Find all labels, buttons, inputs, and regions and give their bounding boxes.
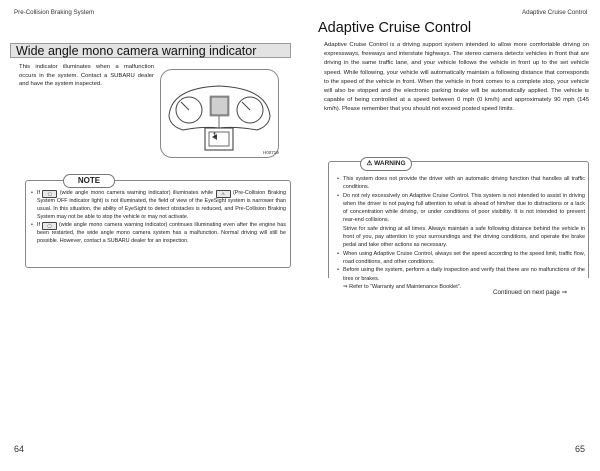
section-title: Wide angle mono camera warning indicator: [10, 43, 291, 58]
note-item-text: If: [37, 221, 40, 228]
camera-warning-icon: ◯: [42, 190, 57, 198]
intro-paragraph: Adaptive Cruise Control is a driving support system intended to allow more comfortable driving on expressways, freeways and interstate highways. The stereo camera detects vehicles in front that are driving in the same traffic lane, and your vehicle follows the vehicle in front up to the set vehicle speed. While following, your vehicle will automatically maintain a following distance that corresponds to the speed of the vehicle in front. When the vehicle in front comes to a complete stop, your vehicle will also be stopped and the electronic parking brake will be automatically applied. The vehicle is capable of being controlled at a speed between 0 mph (0 km/h) and approximately 90 mph (145 km/h). Please remember that you should not exceed posted speed limits.: [324, 42, 589, 113]
running-header-right: Adaptive Cruise Control: [522, 9, 588, 16]
note-item-text: (Pre-Collision Braking System OFF indicator light) is not illuminated, the field of view of the EyeSight system is narrower than usual. In this situation, the ability of EyeSight to detect obstacles is reduced, and Pre-Collision Braking System may not be able to stop the vehicle or may not activate.: [37, 190, 286, 220]
warning-icon: ⚠: [366, 160, 373, 167]
reference-link[interactable]: ⇒ Refer to “Warranty and Maintenance Booklet”.: [343, 283, 462, 290]
warning-item: • Do not rely excessively on Adaptive Cruise Control. This system is not intended to assist in driving when the driver is not paying full attention to what is ahead of him/her due to distractions or a lack of concentration while driving, or under conditions of poor visibility. It is not intended to prevent rear-end collisions.: [337, 192, 585, 225]
instrument-cluster-figure: [160, 69, 279, 158]
note-label: NOTE: [63, 174, 115, 188]
page-number-left: 64: [14, 444, 25, 454]
note-item-text: (wide angle mono camera warning indicator) illuminates while: [59, 190, 214, 196]
warning-item: • When using Adaptive Cruise Control, always set the speed according to the speed limit, traffic flow, road conditions, and other conditions.: [337, 250, 585, 267]
warning-subtext: Strive for safe driving at all times. Always maintain a safe following distance behind the vehicle in front of you, pay attention to your surroundings and the driving conditions, and operate the brake pedal and take other actions as necessary.: [343, 225, 585, 249]
warning-item: • Before using the system, perform a daily inspection and verify that there are no malfunctions of the tires or brakes.: [337, 266, 585, 283]
warning-list: [337, 175, 585, 291]
collision-braking-off-icon: ⚠: [216, 190, 231, 198]
warning-label: [360, 157, 412, 171]
warning-item: • This system does not provide the driver with an automatic driving function that handles all traffic conditions.: [337, 175, 585, 192]
note-item: [31, 190, 286, 222]
note-item-text: (wide angle mono camera warning indicator) continues illuminating even after the engine has been restarted, the wide angle mono camera system has a malfunction. Normal driving will still be possible. However, contact a SUBARU dealer for an inspection.: [37, 221, 286, 244]
running-header-left: Pre-Collision Braking System: [14, 9, 95, 16]
figure-code: H00719: [263, 150, 279, 155]
warning-label-text: WARNING: [374, 160, 406, 167]
note-list: [31, 190, 286, 246]
page-title: Adaptive Cruise Control: [318, 20, 472, 36]
note-item-text: If: [37, 190, 40, 196]
page-number-right: 65: [575, 444, 586, 454]
intro-text: This indicator illuminates when a malfunction occurs in the system. Contact a SUBARU dealer and have the system inspected.: [19, 64, 154, 87]
camera-warning-icon: ◯: [42, 222, 57, 230]
instrument-cluster-drawing: [161, 70, 278, 157]
note-item: [31, 222, 286, 246]
callout-number: 1: [213, 133, 217, 139]
continued-next-page: Continued on next page ⇒: [493, 289, 567, 296]
